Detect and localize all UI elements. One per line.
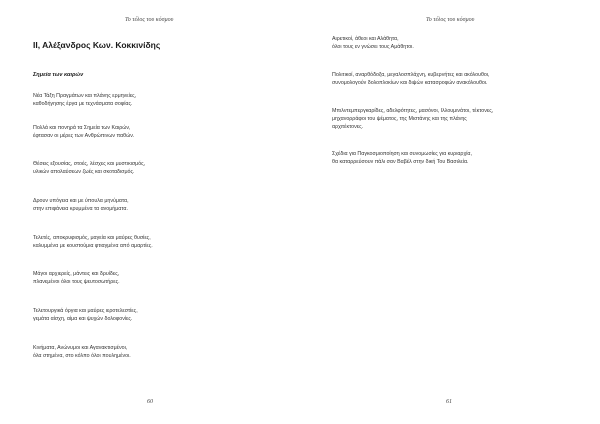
verse-line: υλικών απολαύσεων ζωές και σκοταδισμός. — [33, 169, 135, 175]
verse-line: Μπιλντεμπεργκαρίδες, αδελφότητες, μασόνοι, Ιλλουμινάτοι, τέκτονες, — [332, 108, 494, 114]
verse-line: θα καταρρεύσουν πάλι σαν Βαβέλ στην δική Του Βασιλεία. — [332, 159, 469, 165]
verse-line: αρχιτέκτονες. — [332, 124, 364, 130]
right-page — [300, 0, 600, 424]
verse-line: καλυμμένα με κουστούμια φτιαγμένα από αμαρτίες. — [33, 243, 153, 249]
stanza — [33, 234, 153, 250]
stanza — [33, 307, 138, 323]
stanza — [33, 197, 129, 213]
verse-line: Θέσεις εξουσίας, στοές, λέσχες και μυστικισμός, — [33, 161, 146, 167]
running-header: Το τέλος του κόσμου — [125, 17, 174, 23]
stanza — [332, 107, 493, 131]
stanza — [332, 35, 414, 51]
poem-title: Σημεία των καιρών — [33, 72, 84, 78]
stanza — [33, 92, 136, 108]
verse-line: γεμάτα αίσχη, αίμα και ψυχών δολοφονίες. — [33, 316, 133, 322]
page-number: 61 — [446, 399, 452, 405]
stanza — [332, 71, 490, 87]
verse-line: στην επιφάνεια κρυμμένα τα ανομήματα. — [33, 206, 128, 212]
chapter-title: ΙΙ, Αλέξανδρος Κων. Κοκκινίδης — [33, 40, 161, 50]
verse-line: συνομολογούν δολοπλοκίων και διψών κατασροφών ανακόλουθοι. — [332, 80, 488, 86]
verse-line: όλα στημένα, στο κόλπο όλοι πουλημένοι. — [33, 353, 131, 359]
verse-line: καθοδήγησης έργα με τεχνάσματα σοφίας. — [33, 101, 133, 107]
stanza — [33, 124, 134, 140]
verse-line: Σχέδια για Παγκοσμιοποίηση και συνομωσίες για κυριαρχία, — [332, 151, 472, 157]
verse-line: Τελετές, αποκρυφισμός, μαγεία και μαύρες θυσίες, — [33, 235, 151, 241]
verse-line: όλοι τους εν γνώσει τους Αμάθητοι. — [332, 44, 414, 50]
verse-line: Πολλά και πονηρά τα Σημεία των Καιρών, — [33, 125, 131, 131]
verse-line: πλανεμένοι όλοι τους ψευτοσωτήρες. — [33, 279, 120, 285]
verse-line: Πολιτικοί, αναρθόδοξα, μεγαλοσπλάχνη, κυβερνήτες και ακόλουθοι, — [332, 72, 490, 78]
verse-line: έφτασαν οι μέρες των Ανθρώπινων παθών. — [33, 133, 135, 139]
stanza — [33, 160, 145, 176]
verse-line: Νέα Τάξη Πραγμάτων και πλάνης ερμηνείες, — [33, 93, 137, 99]
verse-line: Τελετουργικά όργια και μαύρες ιεροτελεστίες, — [33, 308, 138, 314]
verse-line: Αιρετικοί, άθεοι και Αλάθητα, — [332, 36, 399, 42]
page-number: 60 — [147, 399, 153, 405]
verse-line: Δρουν υπόγεια και με ύπουλα μηνύματα, — [33, 198, 129, 204]
verse-line: μηχανορράφοι του ψέματος, της Μιστάνης και της πλάνης — [332, 116, 467, 122]
verse-line: Κινήματα, Ανώνυμοι και Αγανακτισμένοι, — [33, 345, 128, 351]
stanza — [33, 344, 131, 360]
verse-line: Μάγοι αρχιερείς, μάντεις και δρυίδες, — [33, 271, 120, 277]
stanza — [33, 270, 120, 286]
stanza — [332, 150, 472, 166]
running-header: Το τέλος του κόσμου — [426, 17, 475, 23]
